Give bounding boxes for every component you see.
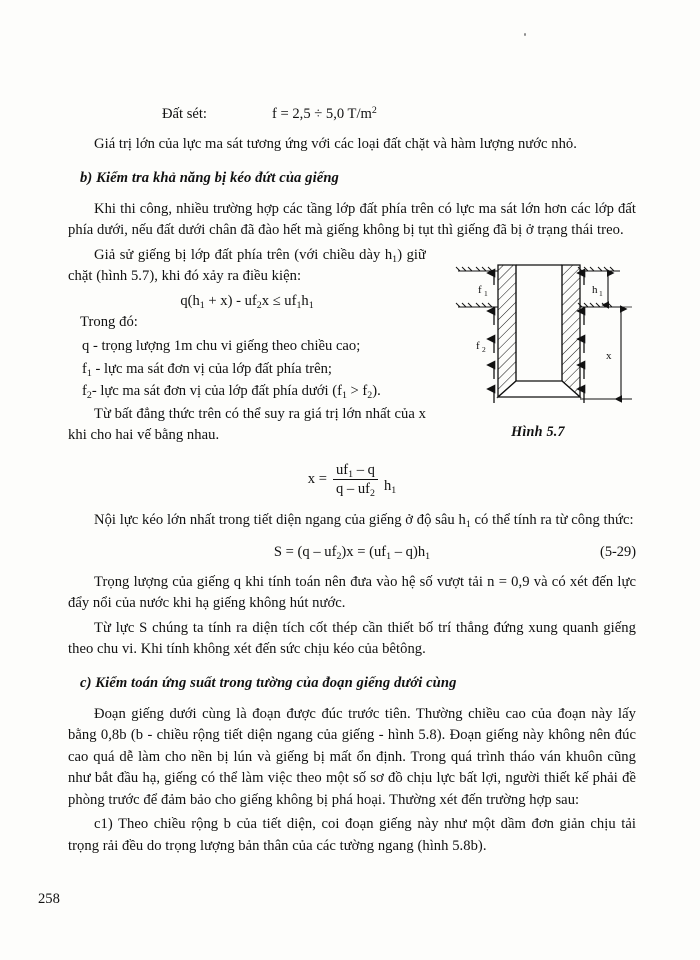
figure-label-f2-sub: 2	[482, 344, 486, 354]
def-f1-text: - lực ma sát đơn vị của lớp đất phía trên;	[91, 360, 332, 377]
figure-label-f1-sub: 1	[484, 288, 488, 298]
figure-text-wrap	[68, 245, 636, 450]
ineq-s4: 1	[308, 299, 314, 311]
figure-5-7	[440, 249, 636, 441]
paragraph-trongdo: Trong đó:	[80, 313, 138, 330]
equation-fraction-x	[68, 462, 636, 498]
soil-type-label: Đất sét:	[162, 106, 207, 122]
fraction-body	[333, 462, 378, 498]
def-f2-text: - lực ma sát đơn vị của lớp đất phía dưới (f	[91, 383, 342, 399]
paragraph-b1: Khi thi công, nhiều trường hợp các tầng lớp đất phía trên có lực ma sát lớn hơn các lớp đất phía dưới, nếu đất dưới chân đã đào hết mà giếng không bị tụt thì giếng đã bị ở trạng thái treo.	[68, 200, 636, 238]
equation-5-29	[68, 541, 636, 563]
fraction-lhs: x =	[307, 470, 327, 487]
soil-type-formula: f = 2,5 ÷ 5,0 T/m	[272, 106, 372, 122]
paragraph-c1-body: Đoạn giếng dưới cùng là đoạn được đúc trước tiên. Thường chiều cao của đoạn này lấy bằng 0,8b (b - chiều rộng tiết diện ngang của giếng - hình 5.8). Đoạn giếng này không nên đúc cao quá dễ làm cho nền bị lún và giếng bị mất ổn định. Trong quá trình tháo ván khuôn cũng như bắt đầu hạ, giếng có thể làm việc theo một số sơ đồ chịu lực bất lợi, người thiết kế phải đề phòng trước để đảm bảo cho giếng không bị phá hoại. Thường xét đến trường hợp sau:	[68, 705, 636, 808]
eq529-p3: – q)h	[391, 543, 426, 560]
fraction-tail	[384, 478, 396, 497]
page-number: 258	[38, 891, 60, 907]
figure-label-f2: f	[476, 339, 480, 352]
figure-label-x: x	[606, 349, 612, 362]
ineq-p4: h	[301, 292, 309, 309]
definition-q: q - trọng lượng 1m chu vi giếng theo chiều cao;	[82, 338, 361, 354]
def-f2-sub2: 1	[341, 389, 347, 401]
frac-num-pre: uf	[335, 461, 349, 478]
noiluc-part1: Nội lực kéo lớn nhất trong tiết diện ngang của giếng ở độ sâu h	[94, 512, 466, 529]
figure-label-h1-sub: 1	[599, 288, 603, 298]
ineq-s3: 1	[296, 299, 302, 311]
equation-number-5-29: (5-29)	[600, 543, 636, 560]
def-f2-end: ).	[372, 383, 381, 399]
heading-section-b: b) Kiểm tra khả năng bị kéo đứt của giếng	[80, 169, 339, 186]
noiluc-sub: 1	[465, 518, 471, 530]
fraction-group	[308, 462, 396, 498]
definition-f2	[82, 381, 426, 403]
soil-type-exponent: 2	[371, 104, 377, 116]
eq529-s3: 1	[425, 550, 431, 562]
paragraph-tuluc: Từ lực S chúng ta tính ra diện tích cốt thép cần thiết bố trí thẳng đứng xung quanh giếng theo chu vi. Khi tính không xét đến sức chịu kéo của bêtông.	[68, 619, 636, 658]
frac-den-pre: q – uf	[335, 480, 371, 497]
def-f1-sub: 1	[86, 367, 92, 379]
paragraph-b2-sub: 1	[392, 253, 398, 265]
frac-tail-sub: 1	[391, 484, 397, 496]
fraction-numerator	[333, 462, 378, 479]
page-content	[68, 0, 636, 860]
frac-num-sub: 1	[348, 468, 354, 480]
caisson-cross-section-diagram	[440, 249, 636, 411]
equation-inequality	[68, 291, 426, 312]
frac-tail-pre: h	[383, 478, 392, 495]
ineq-s1: 1	[199, 299, 205, 311]
eq529-s2: 1	[386, 550, 392, 562]
paragraph-intro: Giá trị lớn của lực ma sát tương ứng với các loại đất chặt và hàm lượng nước nhỏ.	[94, 136, 577, 152]
ineq-p2: + x) - uf	[204, 292, 257, 309]
ineq-p1: q(h	[180, 292, 200, 309]
paragraph-trongluong: Trọng lượng của giếng q khi tính toán nên đưa vào hệ số vượt tải n = 0,9 và có xét đến lực đẩy nổi của nước khi hạ giếng không hút nước.	[68, 573, 636, 612]
noiluc-part2: có thể tính ra từ công thức:	[470, 512, 634, 529]
paragraph-b2-part2: ) giữ chặt (hình 5.7), khi đó xảy ra điều kiện:	[68, 246, 426, 284]
def-f2-mid: > f	[346, 383, 368, 399]
figure-label-h1: h	[592, 283, 598, 296]
frac-den-sub: 2	[370, 487, 375, 499]
paragraph-b2-part1: Giả sử giếng bị lớp đất phía trên (với chiều dày h	[94, 246, 393, 263]
frac-num-post: – q	[353, 461, 375, 478]
paragraph-noiluc	[68, 510, 636, 532]
figure-adjacent-text	[68, 245, 426, 450]
soil-type-row	[68, 104, 636, 125]
def-f2-symbol: f	[82, 383, 87, 399]
def-f2-sub: 2	[86, 389, 92, 401]
fraction-denominator	[333, 479, 378, 497]
def-f2-sub3: 2	[367, 389, 373, 401]
paragraph-c1-item: c1) Theo chiều rộng b của tiết diện, coi đoạn giếng này như một dầm đơn giản chịu tải trọng rải đều do trọng lượng bản thân của các tường ngang (hình 5.8b).	[68, 816, 636, 854]
eq529-p1: S = (q – uf	[273, 543, 337, 560]
eq529-s1: 2	[336, 550, 342, 562]
paragraph-b2	[68, 245, 426, 288]
heading-section-c: c) Kiểm toán ứng suất trong tường của đoạn giếng dưới cùng	[80, 674, 457, 691]
ineq-s2: 2	[256, 299, 262, 311]
ineq-p3: x ≤ uf	[261, 292, 297, 309]
figure-label-f1: f	[478, 283, 482, 296]
definition-f1	[82, 359, 426, 381]
paragraph-batdang: Từ bất đẳng thức trên có thể suy ra giá trị lớn nhất của x khi cho hai vế bằng nhau.	[68, 405, 426, 443]
def-f1-symbol: f	[82, 360, 87, 377]
eq529-p2: )x = (uf	[341, 543, 387, 560]
figure-caption: Hình 5.7	[511, 423, 565, 440]
